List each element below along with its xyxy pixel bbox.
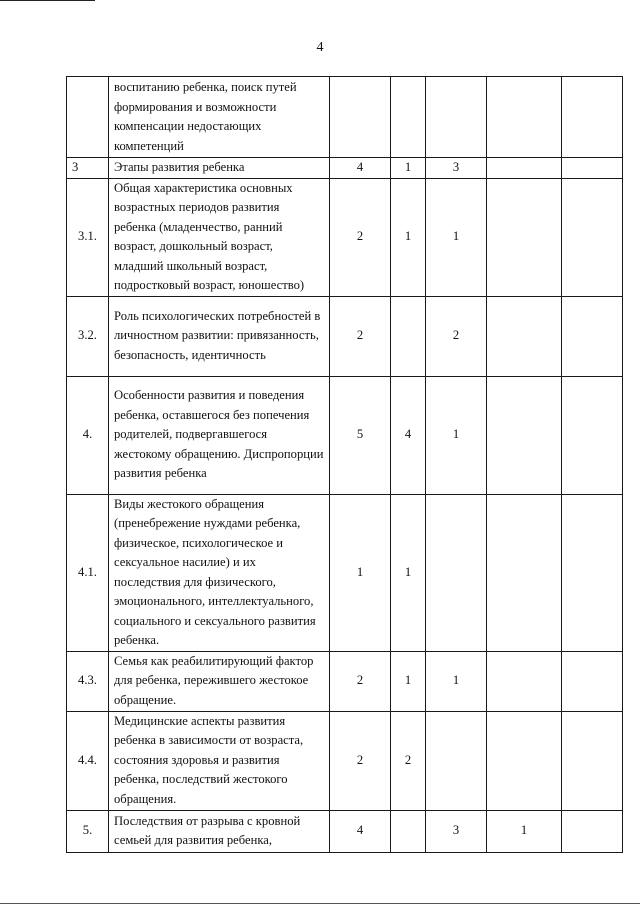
practice-hours: 1 (426, 178, 487, 296)
lecture-hours: 1 (391, 178, 426, 296)
practice-hours (426, 77, 487, 158)
self-study-hours (487, 296, 562, 376)
practice-hours: 1 (426, 376, 487, 494)
row-topic: Роль психологических потребностей в личностном развитии: привязанность, безопасность, идентичность (109, 296, 330, 376)
control-form (562, 494, 623, 651)
row-number: 4.3. (67, 651, 109, 711)
bottom-rule (0, 903, 640, 904)
table-row (67, 810, 623, 852)
table-row (67, 296, 623, 376)
practice-hours (426, 494, 487, 651)
table-row (67, 376, 623, 494)
row-topic: Медицинские аспекты развития ребенка в зависимости от возраста, состояния здоровья и развития ребенка, последствий жестокого обращения. (109, 711, 330, 810)
total-hours: 2 (330, 711, 391, 810)
self-study-hours (487, 376, 562, 494)
row-topic: Последствия от разрыва с кровной семьей для развития ребенка, (109, 810, 330, 852)
lecture-hours: 2 (391, 711, 426, 810)
lecture-hours (391, 296, 426, 376)
self-study-hours (487, 77, 562, 158)
page-number: 4 (316, 40, 324, 55)
self-study-hours (487, 651, 562, 711)
table-row (67, 494, 623, 651)
practice-hours: 2 (426, 296, 487, 376)
self-study-hours (487, 711, 562, 810)
practice-hours: 3 (426, 158, 487, 179)
control-form (562, 158, 623, 179)
table-row (67, 711, 623, 810)
total-hours (330, 77, 391, 158)
row-number: 5. (67, 810, 109, 852)
curriculum-table (66, 76, 623, 853)
self-study-hours: 1 (487, 810, 562, 852)
row-topic: Виды жестокого обращения (пренебрежение нуждами ребенка, физическое, психологическое и сексуальное насилие) и их последствия для физического, эмоционального, интеллектуального, социального и сексуального развития ребенка. (109, 494, 330, 651)
lecture-hours: 1 (391, 651, 426, 711)
control-form (562, 296, 623, 376)
top-rule (0, 0, 95, 1)
total-hours: 2 (330, 651, 391, 711)
control-form (562, 810, 623, 852)
total-hours: 4 (330, 810, 391, 852)
practice-hours: 3 (426, 810, 487, 852)
table-row (67, 178, 623, 296)
lecture-hours (391, 77, 426, 158)
row-number: 4.1. (67, 494, 109, 651)
table-row (67, 77, 623, 158)
row-number (67, 77, 109, 158)
total-hours: 5 (330, 376, 391, 494)
self-study-hours (487, 494, 562, 651)
lecture-hours (391, 810, 426, 852)
control-form (562, 711, 623, 810)
row-topic: Семья как реабилитирующий фактор для ребенка, пережившего жестокое обращение. (109, 651, 330, 711)
total-hours: 1 (330, 494, 391, 651)
row-number: 4. (67, 376, 109, 494)
control-form (562, 77, 623, 158)
self-study-hours (487, 158, 562, 179)
practice-hours: 1 (426, 651, 487, 711)
self-study-hours (487, 178, 562, 296)
row-number: 3 (67, 158, 109, 179)
table-row (67, 158, 623, 179)
table-row (67, 651, 623, 711)
total-hours: 2 (330, 296, 391, 376)
row-topic: Этапы развития ребенка (109, 158, 330, 179)
control-form (562, 178, 623, 296)
control-form (562, 376, 623, 494)
row-number: 3.2. (67, 296, 109, 376)
lecture-hours: 1 (391, 158, 426, 179)
row-topic: Особенности развития и поведения ребенка, оставшегося без попечения родителей, подвергавшегося жестокому обращению. Диспропорции развития ребенка (109, 376, 330, 494)
lecture-hours: 1 (391, 494, 426, 651)
row-topic: Общая характеристика основных возрастных периодов развития ребенка (младенчество, ранний возраст, дошкольный возраст, младший школьный возраст, подростковый возраст, юношество) (109, 178, 330, 296)
practice-hours (426, 711, 487, 810)
lecture-hours: 4 (391, 376, 426, 494)
total-hours: 2 (330, 178, 391, 296)
row-number: 4.4. (67, 711, 109, 810)
row-number: 3.1. (67, 178, 109, 296)
control-form (562, 651, 623, 711)
row-topic: воспитанию ребенка, поиск путей формирования и возможности компенсации недостающих компетенций (109, 77, 330, 158)
total-hours: 4 (330, 158, 391, 179)
